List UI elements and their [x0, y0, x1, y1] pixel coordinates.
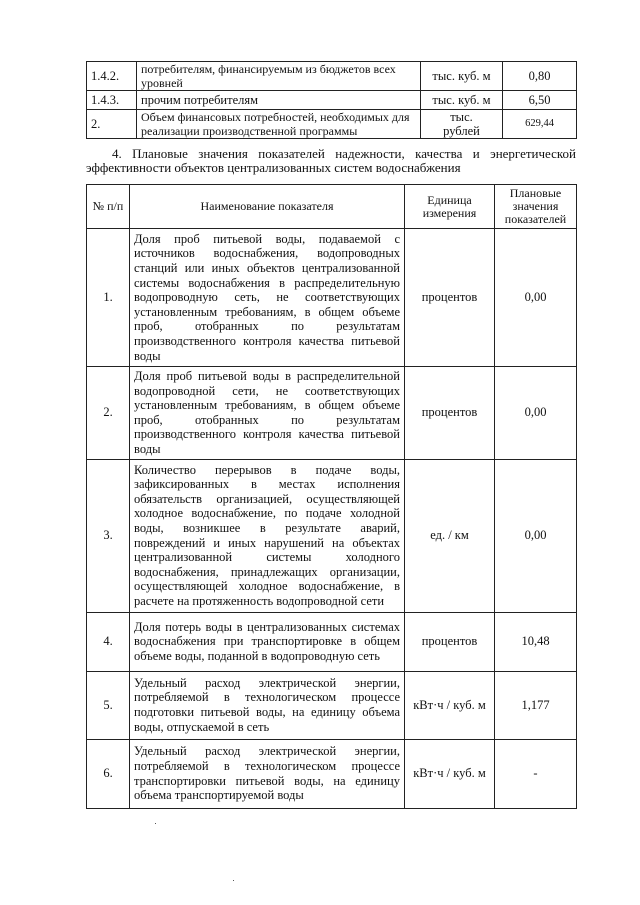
row-number: 3.	[87, 459, 130, 612]
row-number: 1.4.2.	[87, 62, 137, 91]
row-number: 1.	[87, 229, 130, 367]
row-number: 1.4.3.	[87, 91, 137, 110]
row-value: 10,48	[495, 612, 577, 671]
row-number: 2.	[87, 110, 137, 139]
row-name: Удельный расход электрической энергии, потребляемой в технологическом процессе подготовки питьевой воды, на единицу объема воды, отпускаемой в сеть	[130, 671, 405, 739]
section-heading-line-1: 4. Плановые значения показателей надежности, качества и энергетической	[112, 146, 576, 161]
row-value: 0,00	[495, 459, 577, 612]
table-row	[87, 367, 577, 460]
row-value: -	[495, 739, 577, 808]
row-unit: тыс. рублей	[421, 110, 503, 139]
row-unit: процентов	[405, 367, 495, 460]
row-value: 629,44	[503, 110, 577, 139]
header-value: Плановые значения показателей	[495, 185, 577, 229]
row-number: 4.	[87, 612, 130, 671]
row-value: 0,80	[503, 62, 577, 91]
section-heading-line-2: эффективности объектов централизованных систем водоснабжения	[86, 160, 461, 175]
table-row	[87, 110, 577, 139]
row-value: 0,00	[495, 367, 577, 460]
scan-speck	[155, 823, 156, 824]
scan-speck	[233, 880, 234, 881]
row-number: 6.	[87, 739, 130, 808]
row-name: Доля проб питьевой воды в распределительной водопроводной сети, не соответствующих установленным требованиям, в общем объеме проб, отобранных по результатам производственного контроля качества питьевой воды	[130, 367, 405, 460]
row-value: 6,50	[503, 91, 577, 110]
row-unit: процентов	[405, 229, 495, 367]
table-row	[87, 91, 577, 110]
row-unit: тыс. куб. м	[421, 91, 503, 110]
row-number: 2.	[87, 367, 130, 460]
table-row	[87, 612, 577, 671]
header-unit: Единица измерения	[405, 185, 495, 229]
row-name: Количество перерывов в подаче воды, зафиксированных в местах исполнения обязательств организацией, осуществляющей холодное водоснабжение, по подаче холодной воды, возникшее в результате аварий, повреждений и иных нарушений на объектах централизованной системы холодного водоснабжения, принадлежащих организации, осуществляющей холодное водоснабжение, в расчете на протяженность водопроводной сети	[130, 459, 405, 612]
row-name: Объем финансовых потребностей, необходимых для реализации производственной программы	[137, 110, 421, 139]
production-volume-table-continuation	[86, 61, 577, 139]
row-unit: ед. / км	[405, 459, 495, 612]
table-row	[87, 671, 577, 739]
table-header-row	[87, 185, 577, 229]
row-unit: кВт·ч / куб. м	[405, 671, 495, 739]
header-num: № п/п	[87, 185, 130, 229]
row-name: потребителям, финансируемым из бюджетов всех уровней	[137, 62, 421, 91]
table-row	[87, 229, 577, 367]
row-unit: кВт·ч / куб. м	[405, 739, 495, 808]
table-row	[87, 459, 577, 612]
indicators-table	[86, 184, 577, 809]
row-name: Удельный расход электрической энергии, потребляемой в технологическом процессе транспортировки питьевой воды, на единицу объема транспортируемой воды	[130, 739, 405, 808]
row-number: 5.	[87, 671, 130, 739]
row-name: прочим потребителям	[137, 91, 421, 110]
row-name: Доля потерь воды в централизованных системах водоснабжения при транспортировке в общем объеме воды, поданной в водопроводную сеть	[130, 612, 405, 671]
section-heading	[86, 147, 576, 175]
table-row	[87, 62, 577, 91]
row-name: Доля проб питьевой воды, подаваемой с источников водоснабжения, водопроводных станций или иных объектов централизованной системы водоснабжения в распределительную водопроводную сеть, не соответствующих установленным требованиям, в общем объеме проб, отобранных по результатам производственного контроля качества питьевой воды	[130, 229, 405, 367]
row-unit: процентов	[405, 612, 495, 671]
row-value: 0,00	[495, 229, 577, 367]
table-row	[87, 739, 577, 808]
header-name: Наименование показателя	[130, 185, 405, 229]
row-unit: тыс. куб. м	[421, 62, 503, 91]
row-value: 1,177	[495, 671, 577, 739]
